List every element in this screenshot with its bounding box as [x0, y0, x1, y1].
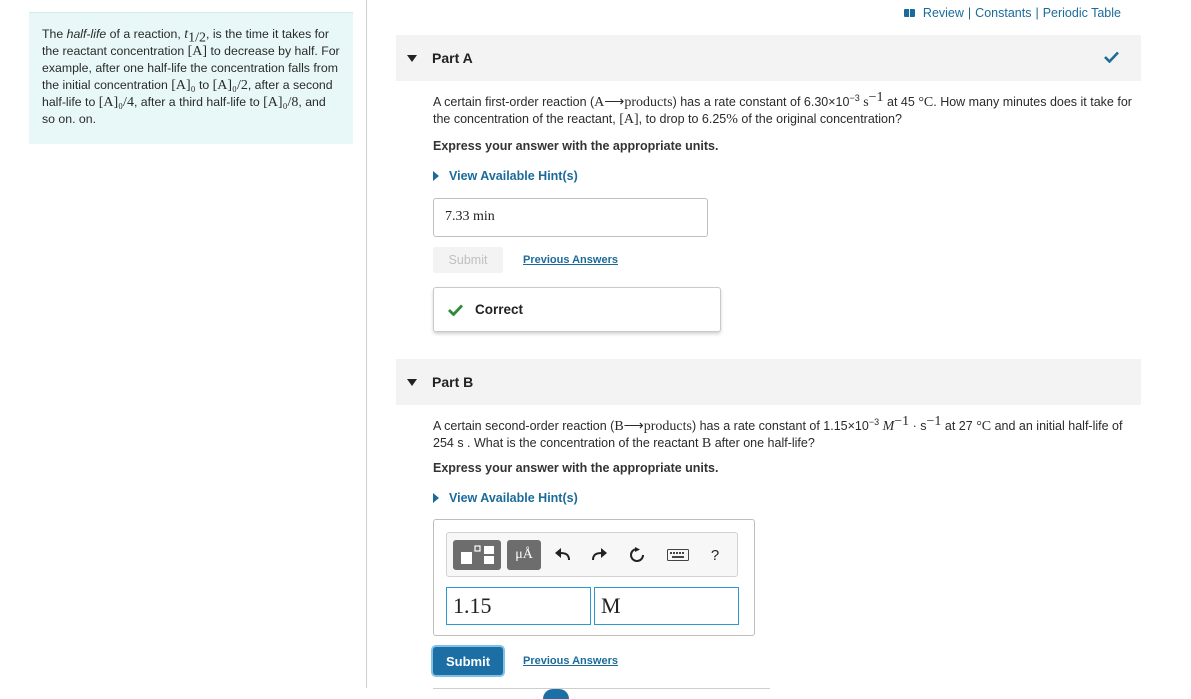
part-b-previous-answers-link[interactable]: Previous Answers [523, 655, 618, 667]
panel-divider [366, 0, 367, 688]
part-b-header[interactable] [396, 359, 1141, 405]
constants-link[interactable]: Constants [975, 6, 1032, 20]
checkmark-icon [1104, 51, 1119, 63]
part-a-title: Part A [432, 50, 473, 66]
part-a-instructions: Express your answer with the appropriate units. [433, 139, 719, 153]
feedback-indicator [543, 689, 569, 699]
math-editor [433, 519, 755, 636]
undo-button[interactable] [551, 540, 575, 570]
part-a-previous-answers-link[interactable]: Previous Answers [523, 254, 618, 266]
editor-toolbar [446, 532, 738, 577]
units-button[interactable]: μÅ [507, 540, 541, 570]
part-a-question: A certain first-order reaction (A⟶products) has a rate constant of $6.30\times 10^{-3}$ $s^{-1}$ at 45 °C. How many minutes does it take for the concentration of the reactant, [A], to drop to 6.25% of the original concentration? [433, 89, 1132, 127]
part-b-hint-toggle[interactable]: View Available Hint(s) [433, 491, 578, 505]
templates-icon [457, 544, 497, 566]
caret-right-icon [433, 171, 439, 181]
book-icon [904, 9, 915, 17]
part-b-submit-button[interactable]: Submit [433, 647, 503, 675]
part-a-hint-toggle[interactable]: View Available Hint(s) [433, 169, 578, 183]
half-life-description: The half-life of a reaction, $t_{1/2}$, is the time it takes for the reactant concentration [A] to decrease by half. For example, after one half-life the concentration falls from the initial concentration [A]₀ to [A]₀/2, after a second half-life to [A]₀/4, after a third half-life to [A]₀/8, and so on. on. [42, 27, 340, 126]
periodic-table-link[interactable]: Periodic Table [1042, 6, 1121, 20]
review-link[interactable]: Review [922, 6, 964, 20]
caret-right-icon [433, 493, 439, 503]
part-a-header[interactable] [396, 35, 1141, 81]
undo-icon [555, 548, 571, 562]
part-b-value-field[interactable]: 1.15 [446, 587, 591, 625]
part-a-answer-field[interactable]: 7.33 min [433, 198, 708, 237]
reset-icon [629, 547, 645, 563]
keyboard-button[interactable] [665, 540, 691, 570]
footer-divider [433, 688, 770, 689]
part-b-instructions: Express your answer with the appropriate units. [433, 461, 719, 475]
redo-button[interactable] [587, 540, 611, 570]
top-links: Review | Constants | Periodic Table [904, 6, 1121, 20]
reset-button[interactable] [625, 540, 649, 570]
caret-down-icon[interactable] [407, 379, 417, 386]
redo-icon [591, 548, 607, 562]
part-b-units-field[interactable]: M [594, 587, 739, 625]
keyboard-icon [667, 549, 689, 561]
checkmark-icon [448, 304, 463, 316]
part-a-submit-button[interactable]: Submit [433, 247, 503, 273]
caret-down-icon[interactable] [407, 55, 417, 62]
templates-button[interactable] [453, 540, 501, 570]
part-b-title: Part B [432, 374, 474, 390]
help-button[interactable]: ? [710, 546, 720, 564]
part-b-question: A certain second-order reaction (B⟶products) has a rate constant of $1.15\times 10^{-3}$ $M^{-1} \cdot s^{-1}$ at 27 °C and an initial half-life of 254 s . What is the concentration of the reactant B after one half-life? [433, 413, 1123, 451]
part-a-feedback: Correct [433, 287, 721, 332]
half-life-info-panel [29, 12, 353, 144]
